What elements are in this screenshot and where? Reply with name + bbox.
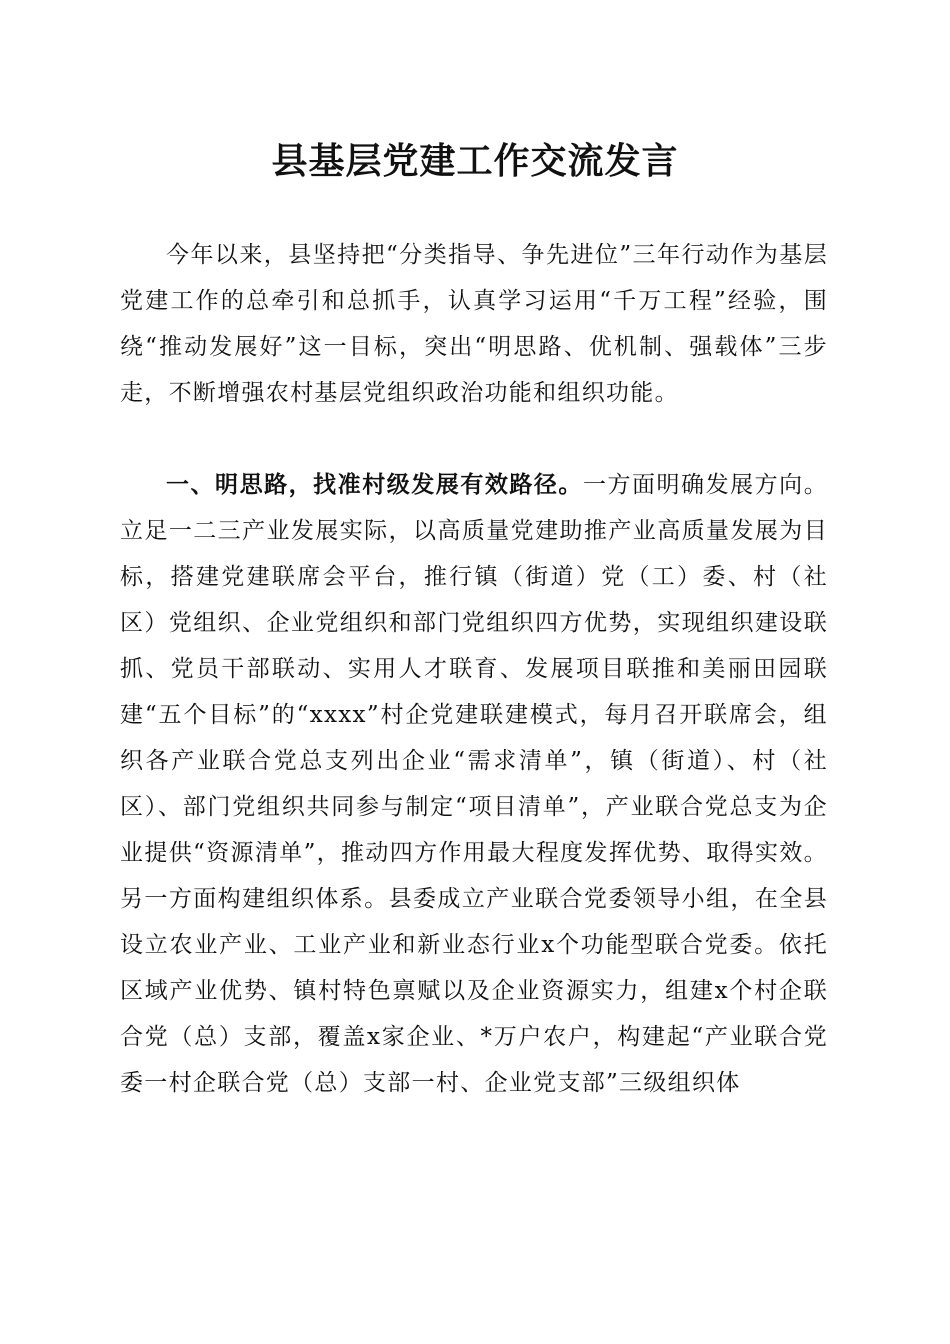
- intro-paragraph: 今年以来，县坚持把“分类指导、争先进位”三年行动作为基层党建工作的总牵引和总抓手，认真学习运用“千万工程”经验，围绕“推动发展好”这一目标，突出“明思路、优机制、强载体”三步走，不断增强农村基层党组织政治功能和组织功能。: [120, 242, 828, 406]
- section-1-paragraph: [120, 462, 828, 1106]
- section-1-heading: 一、明思路，找准村级发展有效路径。: [166, 471, 583, 498]
- document-title: 县基层党建工作交流发言: [271, 140, 679, 182]
- section-1-body: 一方面明确发展方向。立足一二三产业发展实际，以高质量党建助推产业高质量发展为目标，搭建党建联席会平台，推行镇（街道）党（工）委、村（社区）党组织、企业党组织和部门党组织四方优势，实现组织建设联抓、党员干部联动、实用人才联育、发展项目联推和美丽田园联建“五个目标”的“xxxx”村企党建联建模式，每月召开联席会，组织各产业联合党总支列出企业“需求清单”，镇（街道）、村（社区）、部门党组织共同参与制定“项目清单”，产业联合党总支为企业提供“资源清单”，推动四方作用最大程度发挥优势、取得实效。另一方面构建组织体系。县委成立产业联合党委领导小组，在全县设立农业产业、工业产业和新业态行业x个功能型联合党委。依托区域产业优势、镇村特色禀赋以及企业资源实力，组建x个村企联合党（总）支部，覆盖x家企业、*万户农户，构建起“产业联合党委一村企联合党（总）支部一村、企业党支部”三级组织体: [120, 472, 828, 1096]
